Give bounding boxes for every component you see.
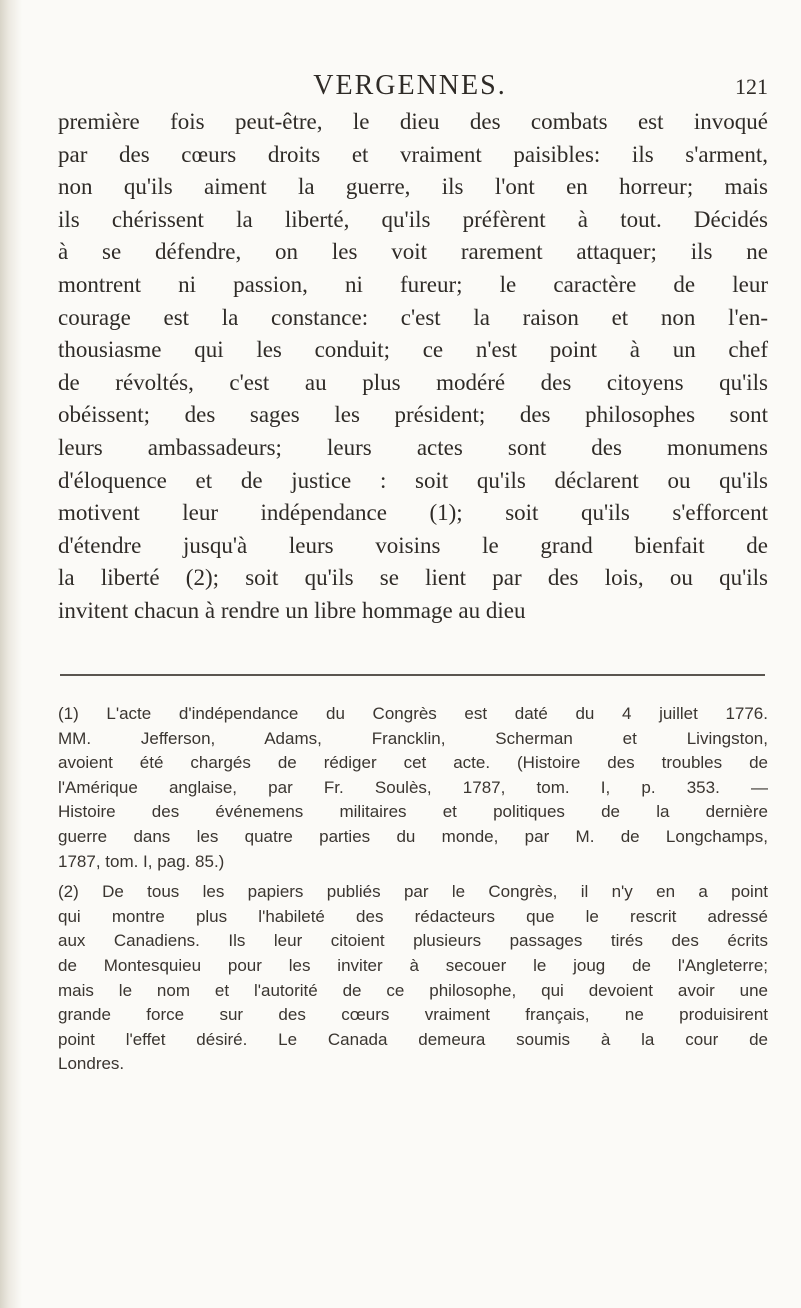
footnote-line: aux Canadiens. Ils leur citoient plusieurs passages tirés des écrits: [58, 931, 768, 951]
footnote-1: [58, 702, 768, 874]
footnote-line: (2) De tous les papiers publiés par le Congrès, il n'y en a point: [58, 882, 768, 902]
body-text: [58, 106, 768, 628]
footnote-line: avoient été chargés de rédiger cet acte. (Histoire des troubles de: [58, 753, 768, 773]
body-line: non qu'ils aiment la guerre, ils l'ont en horreur; mais: [58, 174, 768, 200]
body-line: première fois peut-être, le dieu des combats est invoqué: [58, 109, 768, 134]
body-line: à se défendre, on les voit rarement attaquer; ils ne: [58, 239, 768, 265]
footnote-line: de Montesquieu pour les inviter à secouer le joug de l'Angleterre;: [58, 955, 768, 975]
body-line: par des cœurs droits et vraiment paisibles: ils s'arment,: [58, 141, 768, 167]
body-line: invitent chacun à rendre un libre hommage au dieu: [58, 597, 526, 623]
footnote-line: qui montre plus l'habileté des rédacteurs que le rescrit adressé: [58, 906, 768, 926]
body-line: obéissent; des sages les président; des philosophes sont: [58, 402, 768, 428]
footnotes: [58, 702, 768, 1083]
footnote-line: mais le nom et l'autorité de ce philosophe, qui devoient avoir une: [58, 980, 768, 1000]
footnote-separator: [60, 674, 765, 676]
body-line: de révoltés, c'est au plus modéré des citoyens qu'ils: [58, 369, 768, 395]
footnote-line: point l'effet désiré. Le Canada demeura soumis à la cour de: [58, 1029, 768, 1049]
footnote-line: Londres.: [58, 1054, 125, 1074]
body-line: la liberté (2); soit qu'ils se lient par des lois, ou qu'ils: [58, 565, 768, 591]
running-head: VERGENNES.: [313, 70, 507, 101]
body-line: ils chérissent la liberté, qu'ils préfèrent à tout. Décidés: [58, 206, 768, 232]
body-line: d'étendre jusqu'à leurs voisins le grand bienfait de: [58, 532, 768, 558]
page-number: 121: [735, 74, 768, 99]
body-line: courage est la constance: c'est la raison et non l'en-: [58, 304, 768, 330]
binding-edge: [0, 0, 22, 1308]
footnote-line: (1) L'acte d'indépendance du Congrès est daté du 4 juillet 1776.: [58, 704, 768, 723]
body-line: montrent ni passion, ni fureur; le caractère de leur: [58, 271, 768, 297]
body-line: motivent leur indépendance (1); soit qu'ils s'efforcent: [58, 500, 768, 526]
body-line: d'éloquence et de justice : soit qu'ils déclarent ou qu'ils: [58, 467, 768, 493]
body-line: leurs ambassadeurs; leurs actes sont des monumens: [58, 434, 768, 460]
footnote-2: [58, 880, 768, 1077]
body-line: thousiasme qui les conduit; ce n'est point à un chef: [58, 337, 768, 363]
footnote-line: MM. Jefferson, Adams, Francklin, Scherman et Livingston,: [58, 728, 768, 748]
footnote-line: 1787, tom. I, pag. 85.): [58, 851, 225, 871]
footnote-line: grande force sur des cœurs vraiment français, ne produisirent: [58, 1005, 768, 1025]
footnote-line: Histoire des événemens militaires et politiques de la dernière: [58, 802, 768, 822]
footnote-line: guerre dans les quatre parties du monde, par M. de Longchamps,: [58, 826, 768, 846]
footnote-line: l'Amérique anglaise, par Fr. Soulès, 1787, tom. I, p. 353. —: [58, 777, 768, 797]
